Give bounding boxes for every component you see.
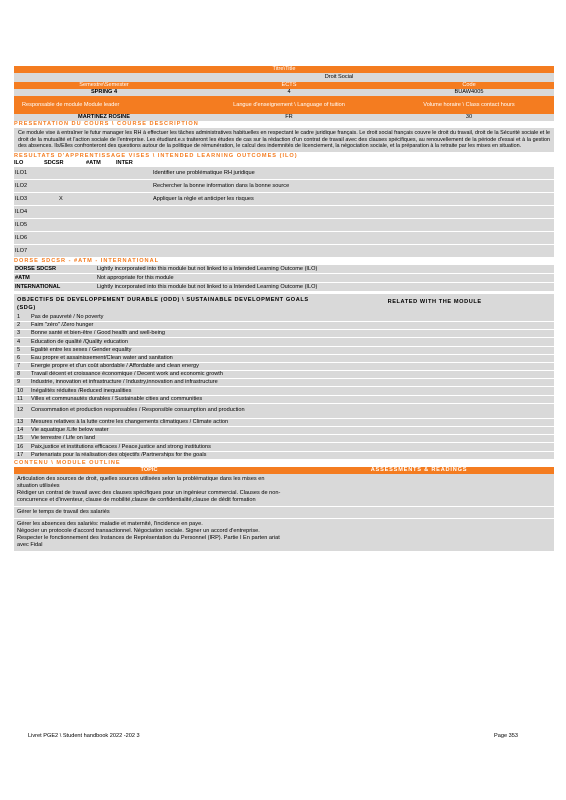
outline-heading: CONTENU \ MODULE OUTLINE: [14, 459, 121, 466]
footer-left: Livret PGE2 \ Student handbook 2022 -202 3: [28, 733, 140, 739]
ilo-col-atm: #ATM: [86, 159, 101, 166]
sdg-row: [14, 330, 554, 338]
handbook-page: [14, 66, 554, 552]
dorse-value: Lightly incorporated into this module but not linked to a Intended Learning Outcome (ILO): [96, 265, 318, 272]
sdg-label: Pas de pauvreté / No poverty: [31, 313, 104, 320]
ilo-row: [14, 245, 554, 258]
ilo-row: [14, 219, 554, 232]
topic-text: Articulation des sources de droit, quelles sources utilisées selon la problématique dans les mises en situation utilisées Rédiger un contrat de travail avec des clauses spécifiques pour un ingénieur commercial. Clauses de non-concurrence et d'inventeur, clause de mobilité,clause de confidentialité,clause de dédit formation: [17, 475, 281, 503]
sdg-number: 13: [17, 419, 24, 426]
sdg-row: [14, 452, 554, 460]
ects-header: ECTS: [281, 82, 297, 88]
ilo-row: [14, 180, 554, 193]
ilo-sdcsr-mark: [45, 245, 147, 257]
ilo-description: [147, 206, 553, 218]
sdg-number: 8: [17, 371, 21, 378]
dorse-value: Not appropriate for this module: [96, 274, 174, 281]
sdg-label: Consommation et production responsables / Responsible consumption and production: [31, 407, 245, 414]
assessments-header: ASSESSMENTS & READINGS: [370, 466, 468, 473]
sdg-row: [14, 379, 554, 387]
ilo-id: ILO3: [15, 195, 28, 202]
ilo-description: [147, 232, 553, 244]
ilo-description: [147, 245, 553, 257]
sdg-number: 1: [17, 313, 21, 320]
topic-text: Gérer le temps de travail des salariés: [17, 508, 110, 515]
sdg-label: Bonne santé et bien-être / Good health and well-being: [31, 330, 166, 337]
language-value: FR: [285, 114, 293, 120]
assessment-cell: [284, 507, 554, 518]
sdg-label: Villes et communautés durables / Sustainable cities and communities: [31, 395, 203, 402]
course-title: Droit Social: [14, 73, 554, 82]
ilo-id: ILO7: [15, 247, 28, 254]
sdg-row: [14, 314, 554, 322]
dorse-key: DORSE SDCSR: [15, 265, 57, 272]
dorse-row: [14, 265, 554, 274]
sdg-number: 4: [17, 338, 21, 345]
sdg-row: [14, 387, 554, 395]
dorse-value: Lightly incorporated into this module but not linked to a Intended Learning Outcome (ILO): [96, 283, 318, 290]
ilo-description: Rechercher la bonne information dans la bonne source: [153, 182, 290, 189]
ects-value: 4: [287, 89, 291, 95]
ilo-id: ILO6: [15, 234, 28, 241]
sdg-number: 15: [17, 435, 24, 442]
assessment-cell: [284, 474, 554, 506]
sdg-label: Partenariats pour la réalisation des objectifs /Partnerships for the goals: [31, 451, 207, 458]
ilo-row: [14, 167, 554, 180]
sdg-header: [14, 296, 554, 314]
sdg-row: [14, 427, 554, 435]
sdg-label: Eau propre et assainissement/Clean water and sanitation: [31, 354, 173, 361]
ilo-id: ILO5: [15, 221, 28, 228]
ilo-row: [14, 206, 554, 219]
title-bar: Titre\Title: [14, 66, 554, 73]
sdg-row: [14, 435, 554, 443]
sdg-label: Energie propre et d'un coût abordable / Affordable and clean energy: [31, 363, 199, 370]
sdg-label: Industrie, innovation et infrastructure / Industry,innovation and infrastructure: [31, 379, 218, 386]
sdg-label: Inégalités réduites /Reduced inequalities: [31, 387, 132, 394]
sdg-section: [14, 294, 554, 460]
ilo-row: [14, 232, 554, 245]
sdg-number: 14: [17, 427, 24, 434]
ilo-description: [147, 219, 553, 231]
sdg-heading: OBJECTIFS DE DEVELOPPEMENT DURABLE (ODD) \ SUSTAINABLE DEVELOPMENT GOALS (SDG): [17, 296, 309, 311]
footer-page-number: Page 353: [494, 733, 518, 739]
code-value: BUAW4005: [454, 89, 484, 95]
sdg-row: [14, 419, 554, 427]
ilo-description: Identifier une problématique RH juridique: [153, 169, 255, 176]
sdg-row: [14, 443, 554, 451]
info-values-row-1: [14, 89, 554, 96]
sdg-label: Egalité entre les sexes / Gender equality: [31, 346, 132, 353]
presentation-heading: PRESENTATION DU COURS \ COURSE DESCRIPTION: [14, 121, 199, 127]
ilo-sdcsr-mark: [45, 232, 147, 244]
ilo-table: [14, 167, 554, 258]
sdg-row: [14, 322, 554, 330]
dorse-row: [14, 283, 554, 292]
ilo-description: Appliquer la règle et anticiper les risques: [153, 195, 254, 202]
sdg-number: 5: [17, 346, 21, 353]
semester-header: Semestre\Semester: [79, 82, 129, 88]
info-header-row-1: [14, 82, 554, 89]
sdg-label: Vie terrestre / Life on land: [31, 435, 95, 442]
semester-value: SPRING 4: [90, 89, 118, 95]
sdg-label: Faim "zéro" /Zero hunger: [31, 322, 94, 329]
sdg-list: [14, 314, 554, 460]
ilo-col-sdcsr: SDCSR: [44, 159, 64, 166]
ilo-row: [14, 193, 554, 206]
sdg-row: [14, 396, 554, 404]
ilo-id: ILO1: [15, 169, 28, 176]
ilo-sdcsr-mark: [45, 206, 147, 218]
outline-row: [14, 507, 554, 519]
sdg-number: 2: [17, 322, 21, 329]
sdg-related-heading: RELATED WITH THE MODULE: [387, 298, 482, 305]
sdg-label: Education de qualité /Quality education: [31, 338, 129, 345]
sdg-number: 7: [17, 363, 21, 370]
sdg-number: 10: [17, 387, 24, 394]
sdg-number: 11: [17, 395, 23, 402]
dorse-row: [14, 274, 554, 283]
ilo-col-inter: INTER: [116, 159, 133, 166]
ilo-sdcsr-mark: X: [59, 195, 63, 202]
sdg-label: Mesures relatives à la lutte contre les changements climatiques / Climate action: [31, 419, 229, 426]
sdg-number: 3: [17, 330, 21, 337]
sdg-number: 17: [17, 451, 24, 458]
topic-text: Gérer les absences des salariés: maladie et maternité, l'incidence en paye. Négocier un protocole d'accord transactionnel. Négociation sociale. Signer un accord d'entreprise. Respecter le fonctionnement des Instances de Représentation du Personnel (IRP). Partie I En parten ariat avec Fidal: [17, 520, 280, 548]
leader-header: Responsable de module Module leader: [22, 102, 120, 108]
outline-row: [14, 474, 554, 507]
dorse-key: INTERNATIONAL: [15, 283, 61, 290]
info-values-row-2: [14, 114, 554, 121]
dorse-heading: DORSE SDCSR - #ATM - INTERNATIONAL: [14, 257, 160, 264]
language-header: Langue d'enseignement \ Language of tuition: [233, 102, 345, 108]
sdg-row: [14, 347, 554, 355]
sdg-row: [14, 404, 554, 419]
dorse-key: #ATM: [15, 274, 30, 281]
dorse-table: [14, 265, 554, 292]
sdg-number: 16: [17, 443, 24, 450]
sdg-label: Vie aquatique /Life below water: [31, 427, 109, 434]
sdg-number: 6: [17, 354, 21, 361]
leader-value: MARTINEZ ROSINE: [78, 114, 130, 120]
outline-row: [14, 519, 554, 552]
sdg-row: [14, 371, 554, 379]
sdg-number: 9: [17, 379, 21, 386]
sdg-row: [14, 363, 554, 371]
ilo-sdcsr-mark: [45, 219, 147, 231]
sdg-number: 12: [17, 407, 24, 414]
sdg-label: Travail décent et croissance économique / Decent work and economic growth: [31, 371, 223, 378]
assessment-cell: [284, 519, 554, 551]
course-description: Ce module vise à entraîner le futur manager les RH à effectuer les tâches administratives habituelles en respectant le cadre juridique français. Le droit social français couvre le droit du travail, droit de la Sécurité sociale et le droit de la mutualité et l'action sociale de l'entreprise. Les étudiant.e.s traiteront les études de cas sur la rédaction d'un contrat de travail avec des clauses spécifiques, au renouvellement de la période d'essai et à la gestion des absences. Ils/Elles confronteront des questions autour de la politique de rémunération, le calcul des indemnités de licenciement, la négociation sociale, et la préparation à la retraite par les mises en situation.: [14, 128, 554, 152]
sdg-row: [14, 355, 554, 363]
ilo-heading: RESULTATS D'APPRENTISSAGE VISES \ INTENDED LEARNING OUTCOMES (ILO): [14, 152, 298, 159]
outline-table: [14, 474, 554, 552]
info-header-row-2: [14, 96, 554, 114]
ilo-col-ilo: ILO: [14, 159, 24, 166]
outline-header: [14, 467, 554, 474]
ilo-sdcsr-mark: [45, 180, 147, 192]
code-header: Code: [462, 82, 476, 88]
sdg-label: Paix,justice et institutions efficaces / Peace,justice and strong institutions: [31, 443, 211, 450]
hours-header: Volume horaire \ Class contact hours: [423, 102, 515, 108]
ilo-sdcsr-mark: [45, 167, 147, 179]
sdg-row: [14, 338, 554, 346]
ilo-column-header: [14, 160, 554, 167]
hours-value: 30: [465, 114, 473, 120]
ilo-id: ILO4: [15, 208, 28, 215]
topic-header: TOPIC: [140, 466, 158, 473]
ilo-id: ILO2: [15, 182, 28, 189]
